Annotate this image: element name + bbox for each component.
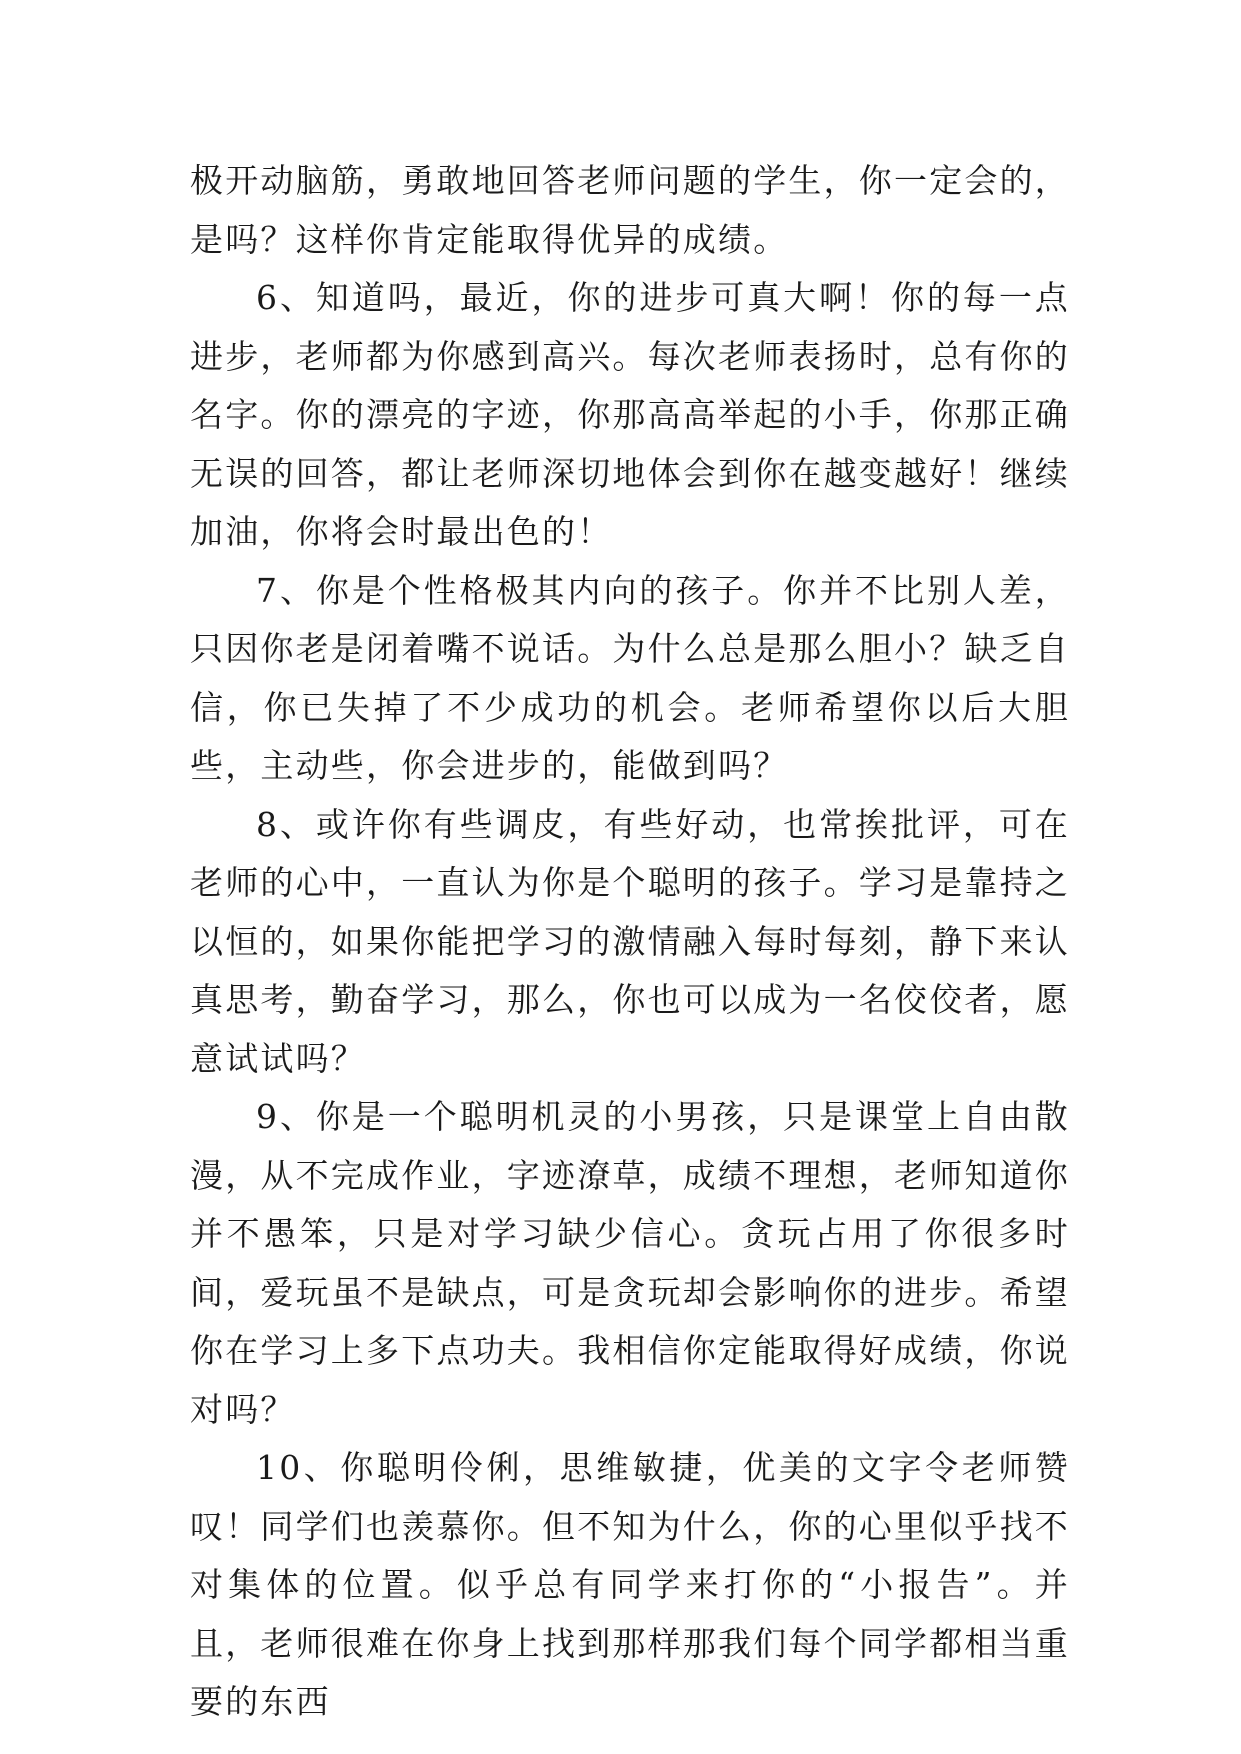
paragraph-9: 9、你是一个聪明机灵的小男孩，只是课堂上自由散漫，从不完成作业，字迹潦草，成绩不理想，老师知道你并不愚笨，只是对学习缺少信心。贪玩占用了你很多时间，爱玩虽不是缺点，可是贪玩却会影响你的进步。希望你在学习上多下点功夫。我相信你定能取得好成绩，你说对吗？ xyxy=(190,1097,1070,1429)
document-body xyxy=(190,152,1070,1732)
paragraph-7: 7、你是个性格极其内向的孩子。你并不比别人差，只因你老是闭着嘴不说话。为什么总是那么胆小？缺乏自信，你已失掉了不少成功的机会。老师希望你以后大胆些，主动些，你会进步的，能做到吗？ xyxy=(190,570,1070,785)
paragraph-6: 6、知道吗，最近，你的进步可真大啊！你的每一点进步，老师都为你感到高兴。每次老师表扬时，总有你的名字。你的漂亮的字迹，你那高高举起的小手，你那正确无误的回答，都让老师深切地体会到你在越变越好！继续加油，你将会时最出色的！ xyxy=(190,278,1070,551)
paragraph-8: 8、或许你有些调皮，有些好动，也常挨批评，可在老师的心中，一直认为你是个聪明的孩子。学习是靠持之以恒的，如果你能把学习的激情融入每时每刻，静下来认真思考，勤奋学习，那么，你也可以成为一名佼佼者，愿意试试吗？ xyxy=(190,804,1070,1078)
paragraph-continuation: 极开动脑筋，勇敢地回答老师问题的学生，你一定会的，是吗？这样你肯定能取得优异的成绩。 xyxy=(190,161,1070,259)
paragraph-10: 10、你聪明伶俐，思维敏捷，优美的文字令老师赞叹！同学们也羡慕你。但不知为什么，你的心里似乎找不对集体的位置。似乎总有同学来打你的“小报告”。并且，老师很难在你身上找到那样那我们每个同学都相当重要的东西 xyxy=(190,1448,1070,1721)
